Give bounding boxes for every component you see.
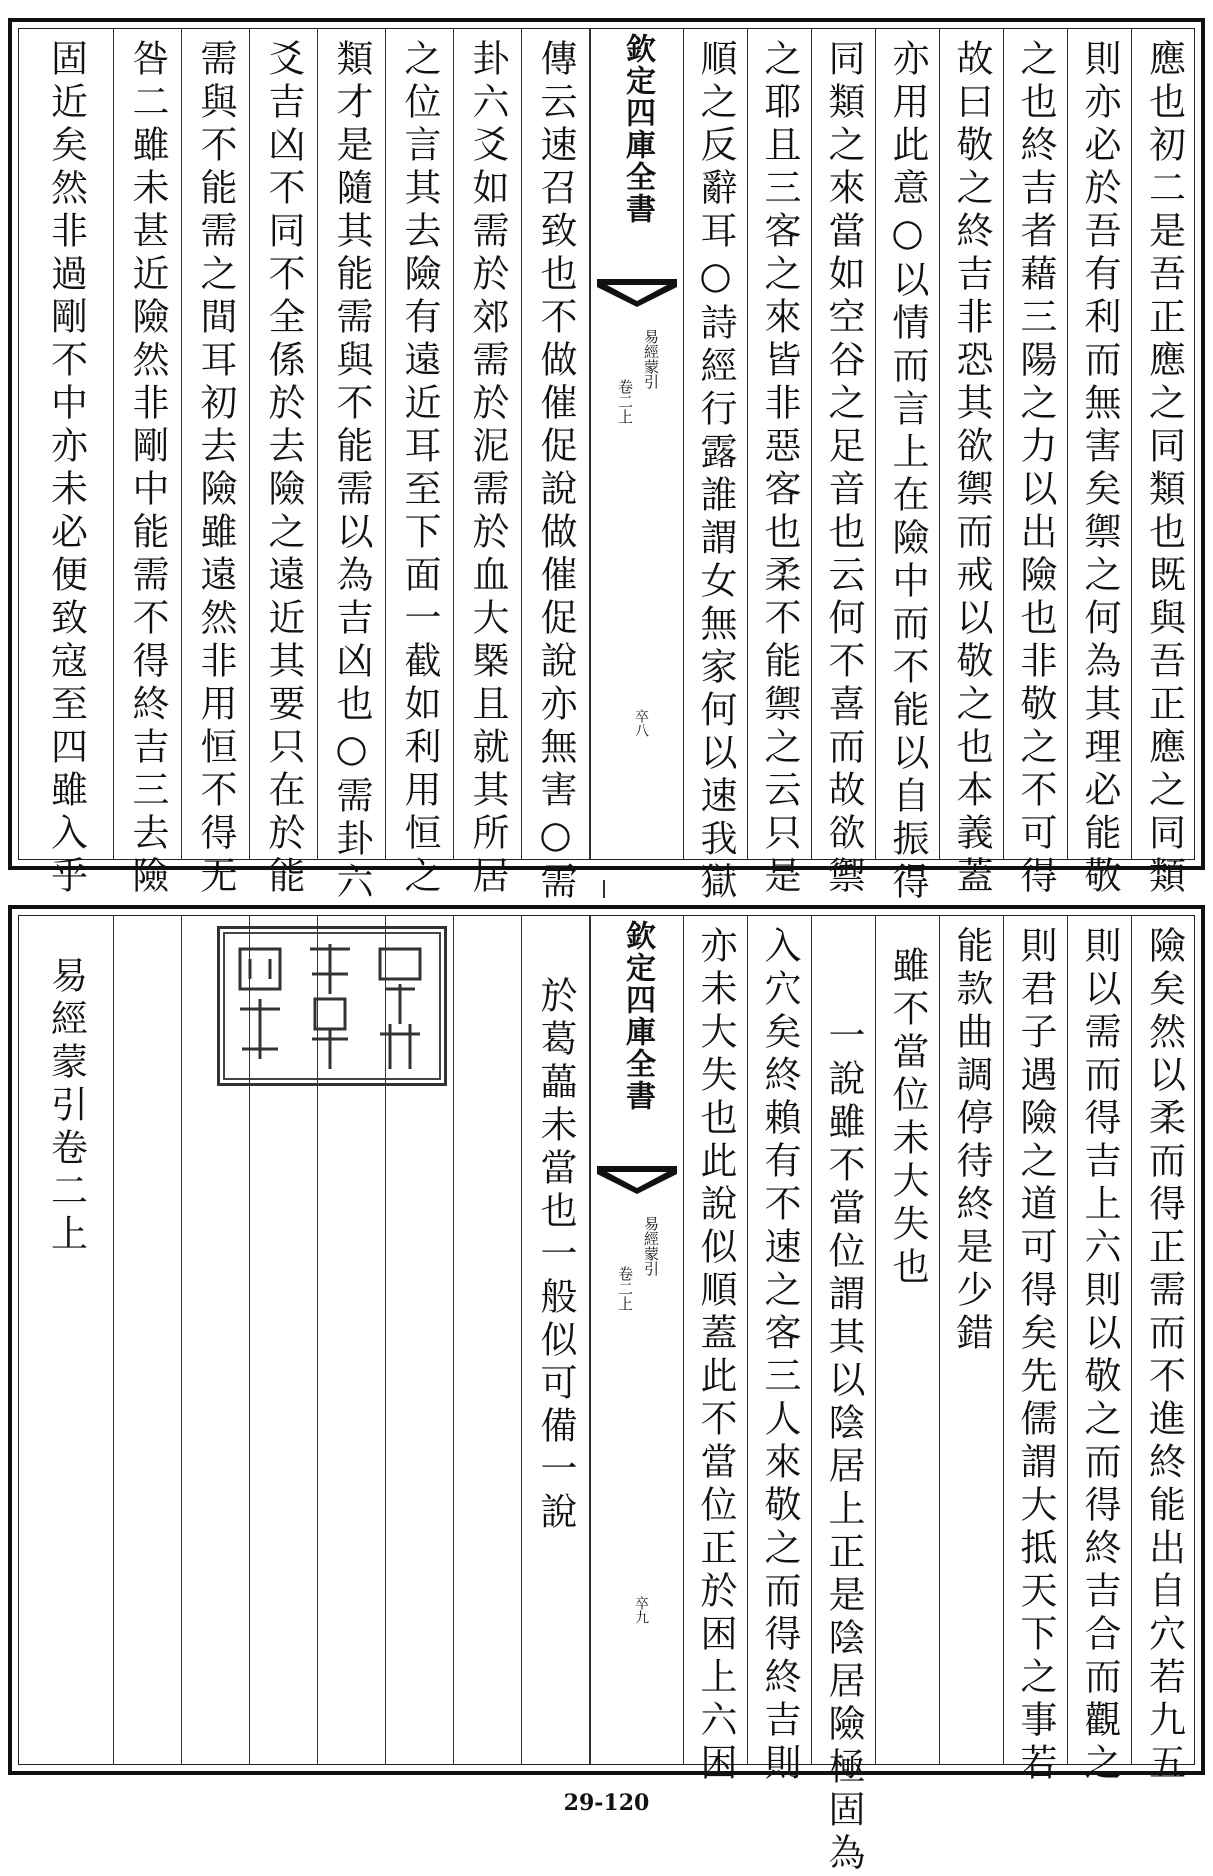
column-text: 於葛藟未當也一般似可備一說 [534,976,577,1535]
column-text: 固近矣然非過剛不中亦未必便致寇至四雖入乎 [44,39,88,899]
column-text: 類才是隨其能需與不能需以為吉凶也○需卦六 [330,39,373,905]
text-column [812,916,876,1876]
fish-tail-mark-icon [597,279,677,309]
gutter-volume-label: 卷二上 [616,379,634,424]
top-page-panel [8,18,1205,905]
text-column [748,916,812,1786]
text-column [1068,29,1132,899]
text-column [812,29,876,899]
column-text: 故曰敬之終吉非恐其欲禦而戒以敬之也本義蓋 [950,39,993,899]
column-text: 順之反辭耳○詩經行露誰謂女無家何以速我獄 [694,39,737,905]
column-text: 爻吉凶不同不全係於去險之遠近其要只在於能 [262,39,305,899]
text-column [1004,29,1068,899]
text-column [250,29,318,899]
column-text: 雖不當位未大失也 [886,946,929,1290]
gutter-header: 欽定四庫全書 [620,920,655,1112]
text-column [1132,29,1196,899]
text-column [182,29,250,899]
imperial-seal-stamp [217,926,447,1086]
center-gutter [590,29,684,859]
text-column [454,916,522,1764]
column-text: 亦未大失也此說似順蓋此不當位正於困上六困 [694,926,737,1786]
center-gutter [590,916,684,1764]
text-column [1068,916,1132,1786]
text-column [940,29,1004,899]
text-column [684,916,748,1786]
column-text: 則亦必於吾有利而無害矣禦之何為其理必能敬 [1078,39,1121,899]
text-column [940,916,1004,1764]
column-text: 之耶且三客之來皆非惡客也柔不能禦之云只是 [758,39,801,899]
gutter-book-label: 易經蒙引 [642,329,660,389]
text-column [454,29,522,899]
column-text: 亦用此意○以情而言上在險中而不能以自振得 [886,39,929,905]
column-text: 入穴矣終賴有不速之客三人來敬之而得終吉則 [758,926,801,1786]
column-text: 之位言其去險有遠近耳至下面一截如利用恒之 [398,39,441,899]
gutter-volume-label: 卷二上 [616,1266,634,1311]
gutter-book-label: 易經蒙引 [642,1216,660,1276]
column-text: 易經蒙引卷二上 [44,956,88,1257]
text-column [1132,916,1196,1786]
gutter-page-label: 卒九 [633,1596,649,1624]
text-column [114,916,182,1764]
text-column [876,29,940,905]
page-divider-tick [603,880,605,898]
column-text: 應也初二是吾正應之同類也既與吾正應之同類 [1142,39,1186,899]
column-text: 咎二雖未甚近險然非剛中能需不得終吉三去險 [126,39,169,899]
top-page-frame [18,28,1195,905]
column-text: 則君子遇險之道可得矣先儒謂大抵天下之事若 [1014,926,1057,1786]
text-column [522,29,590,905]
column-text: 險矣然以柔而得正需而不進終能出自穴若九五 [1142,926,1186,1786]
text-column [114,29,182,899]
page-number-footer: 29-120 [563,1790,650,1816]
text-column [318,29,386,905]
column-text: 需與不能需之間耳初去險雖遠然非用恒不得无 [194,39,237,899]
column-text: 卦六爻如需於郊需於泥需於血大槩且就其所居 [466,39,509,899]
text-column [1004,916,1068,1786]
text-column [19,916,114,1764]
column-text: 能款曲調停待終是少錯 [950,926,993,1356]
gutter-page-label: 卒八 [633,709,649,737]
text-column [19,29,114,899]
column-text: 一說雖不當位謂其以陰居上正是陰居險極固為 [822,1016,865,1876]
seal-glyphs-icon [220,929,444,1083]
text-column [748,29,812,899]
text-column [522,916,590,1764]
column-text: 同類之來當如空谷之足音也云何不喜而故欲禦 [822,39,865,899]
column-text: 之也終吉者藉三陽之力以出險也非敬之不可得 [1014,39,1057,899]
fish-tail-mark-icon [597,1166,677,1196]
column-text: 傳云速召致也不做催促說做催促說亦無害○需 [534,39,577,905]
text-column [684,29,748,905]
text-column [876,916,940,1764]
gutter-header: 欽定四庫全書 [620,33,655,225]
text-column [386,29,454,899]
column-text: 則以需而得吉上六則以敬之而得終吉合而觀之 [1078,926,1121,1786]
